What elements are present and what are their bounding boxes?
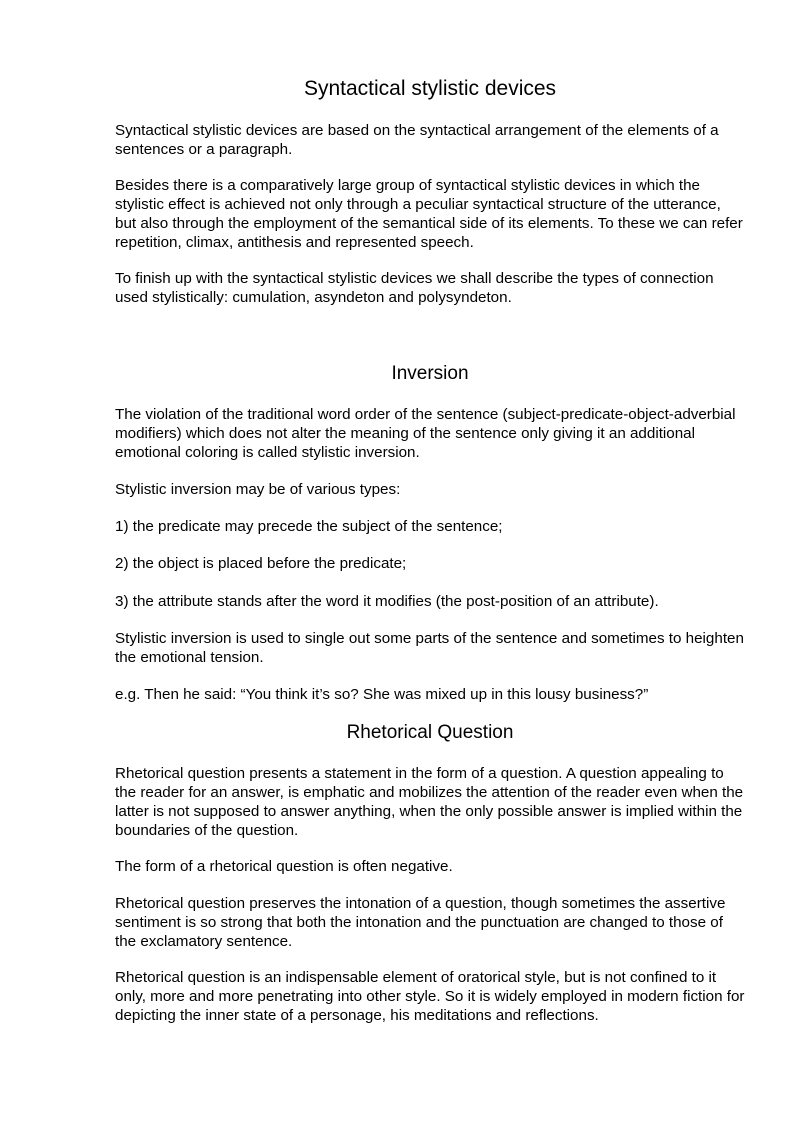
inversion-example: e.g. Then he said: “You think it’s so? She was mixed up in this lousy business?” (115, 686, 649, 703)
inversion-list-item-1: 1) the predicate may precede the subject of the sentence; (115, 518, 503, 535)
inversion-list-item-3: 3) the attribute stands after the word it modifies (the post-position of an attribute). (115, 593, 659, 610)
rhetorical-paragraph-2: The form of a rhetorical question is often negative. (115, 858, 453, 875)
inversion-paragraph-1: The violation of the traditional word order of the sentence (subject-predicate-object-adverbial modifiers) which does not alter the meaning of the sentence only giving it an additional emotional coloring is called stylistic inversion. (115, 406, 736, 461)
inversion-paragraph-2: Stylistic inversion may be of various types: (115, 481, 401, 498)
document-title: Syntactical stylistic devices (303, 77, 557, 100)
rhetorical-paragraph-1: Rhetorical question presents a statement in the form of a question. A question appealing to the reader for an answer, is emphatic and mobilizes the attention of the reader even when the latter is not supposed to answer anything, when the only possible answer is implied within the boundaries of the question. (115, 765, 744, 839)
rhetorical-paragraph-4: Rhetorical question is an indispensable element of oratorical style, but is not confined to it only, more and more penetrating into other style. So it is widely employed in modern fiction for depicting the inner state of a personage, his meditations and reflections. (115, 969, 745, 1024)
intro-paragraph-1: Syntactical stylistic devices are based on the syntactical arrangement of the elements of a sentences or a paragraph. (115, 122, 719, 158)
section-heading-inversion: Inversion (391, 363, 469, 384)
rhetorical-paragraph-3: Rhetorical question preserves the intonation of a question, though sometimes the assertive sentiment is so strong that both the intonation and the punctuation are changed to those of the exclamatory sentence. (115, 895, 726, 950)
intro-paragraph-3: To finish up with the syntactical stylistic devices we shall describe the types of connection used stylistically: cumulation, asyndeton and polysyndeton. (115, 270, 714, 306)
section-heading-rhetorical-question: Rhetorical Question (346, 722, 514, 743)
inversion-list-item-2: 2) the object is placed before the predicate; (115, 555, 407, 572)
intro-paragraph-2: Besides there is a comparatively large group of syntactical stylistic devices in which the stylistic effect is achieved not only through a peculiar syntactical structure of the utterance, but also through the employment of the semantical side of its elements. To these we can refer repetition, climax, antithesis and represented speech. (115, 177, 743, 251)
inversion-paragraph-3: Stylistic inversion is used to single out some parts of the sentence and sometimes to heighten the emotional tension. (115, 630, 744, 666)
